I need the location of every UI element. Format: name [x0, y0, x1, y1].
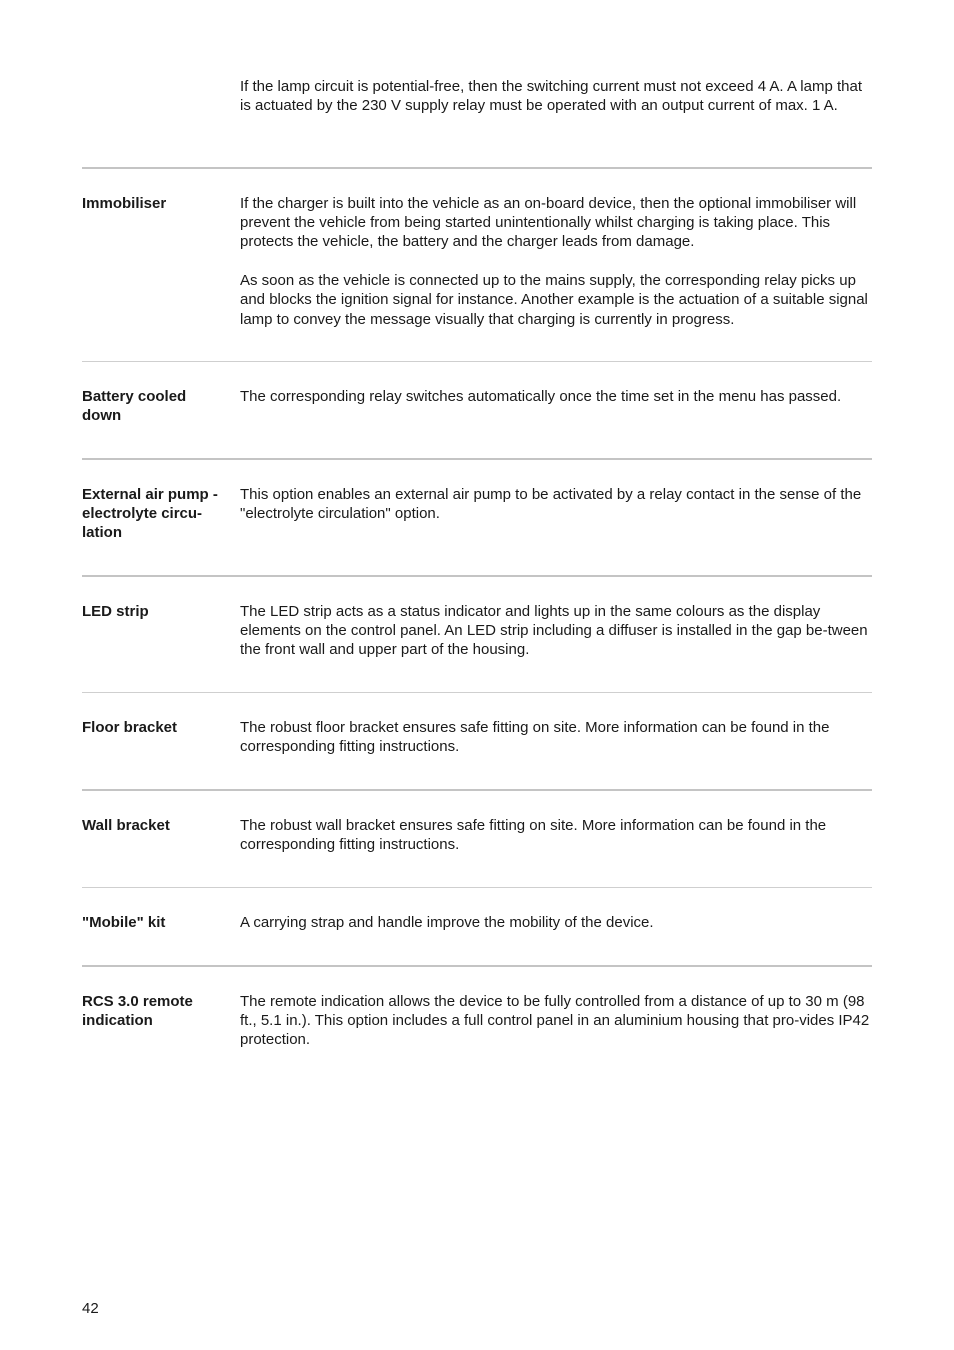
page-number: 42 — [82, 1300, 99, 1317]
option-description — [240, 992, 874, 1050]
description-paragraph: A carrying strap and handle improve the mobility of the device. — [240, 914, 654, 931]
option-term: Battery cooled down — [82, 388, 187, 425]
section-divider — [82, 361, 872, 362]
option-term: LED strip — [82, 603, 149, 620]
option-description — [240, 913, 874, 932]
option-term: Immobiliser — [82, 195, 167, 212]
option-description — [240, 387, 874, 406]
option-description — [240, 602, 874, 660]
section-divider — [82, 692, 872, 693]
section-divider — [82, 167, 872, 169]
option-term: External air pump - electrolyte circu-lation — [82, 486, 218, 542]
option-term: Wall bracket — [82, 817, 170, 834]
section-divider — [82, 575, 872, 577]
description-paragraph: The robust floor bracket ensures safe fitting on site. More information can be found in the corresponding fitting instructions. — [240, 719, 830, 756]
description-paragraph: The remote indication allows the device to be fully controlled from a distance of up to 30 m (98 ft., 5.1 in.). This option includes a full control panel in an aluminium housing that pro-vides IP42 protection. — [240, 993, 870, 1049]
description-paragraph: The corresponding relay switches automatically once the time set in the menu has passed. — [240, 388, 842, 405]
section-divider — [82, 789, 872, 791]
intro-paragraph: If the lamp circuit is potential-free, then the switching current must not exceed 4 A. A lamp that is actuated by the 230 V supply relay must be operated with an output current of max. 1 A. — [240, 78, 862, 115]
description-paragraph: The robust wall bracket ensures safe fitting on site. More information can be found in the corresponding fitting instructions. — [240, 817, 827, 854]
description-paragraph: The LED strip acts as a status indicator and lights up in the same colours as the display elements on the control panel. An LED strip including a diffuser is installed in the gap be-tween the front wall and upper part of the housing. — [240, 603, 868, 659]
section-divider — [82, 965, 872, 967]
description-paragraph: As soon as the vehicle is connected up to the mains supply, the corresponding relay picks up and blocks the ignition signal for instance. Another example is the actuation of a suitable signal lamp to convey the message visually that charging is currently in progress. — [240, 272, 868, 328]
option-description — [240, 718, 874, 756]
option-term: Floor bracket — [82, 719, 178, 736]
description-paragraph: This option enables an external air pump to be activated by a relay contact in the sense of the "electrolyte circulation" option. — [240, 486, 862, 523]
option-description — [240, 816, 874, 854]
section-divider — [82, 458, 872, 460]
option-term: RCS 3.0 remote indication — [82, 993, 193, 1030]
option-description — [240, 194, 874, 329]
option-term: "Mobile" kit — [82, 914, 166, 931]
option-description — [240, 485, 874, 523]
section-divider — [82, 887, 872, 888]
description-paragraph: If the charger is built into the vehicle as an on-board device, then the optional immobiliser will prevent the vehicle from being started unintentionally whilst charging is taking place. This protects the vehicle, the battery and the charger leads from damage. — [240, 195, 857, 251]
